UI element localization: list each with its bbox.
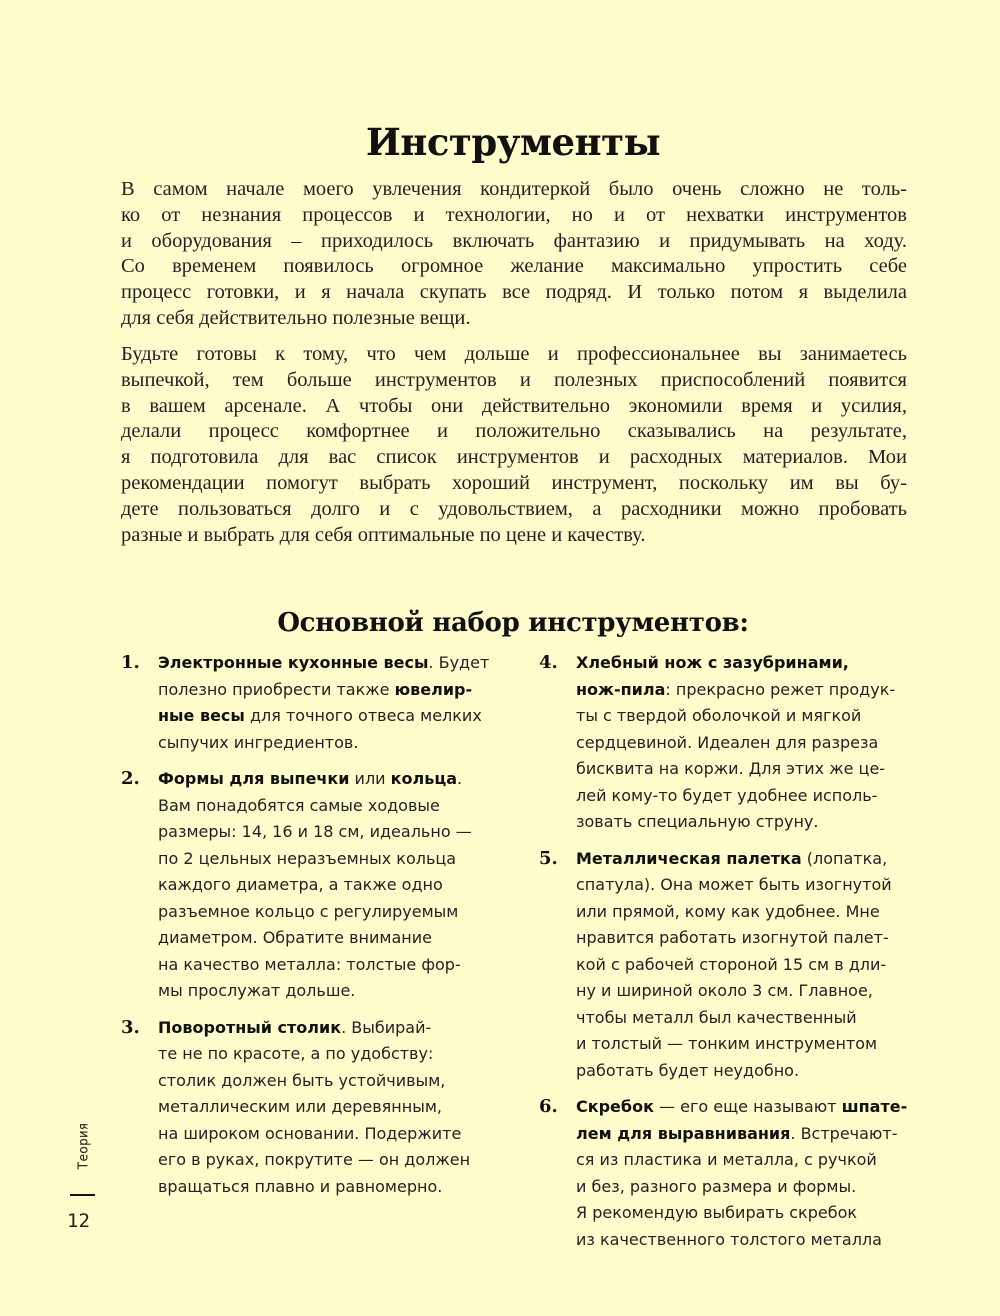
list-item-line [576,1031,909,1058]
list-item-line [576,925,909,952]
list-item-term: Формы для выпечки [158,769,350,788]
intro-paragraph-1 [121,177,907,332]
intro-line: дете пользоваться долго и с удовольствием, а расходники можно пробовать [121,497,907,520]
list-item-line [576,1227,909,1254]
list-item-text: на качество металла: толстые фор- [158,954,461,974]
list-item-text: или прямой, кому как удобнее. Мне [576,901,880,921]
list-column-right [539,650,909,1263]
list-item-line [576,1174,909,1201]
intro-paragraph-2 [121,342,907,548]
list-item-text: Вам понадобятся самые ходовые [158,795,440,815]
list-item-line [576,730,909,757]
list-item-text: зовать специальную струну. [576,812,819,831]
list-item-text: те не по красоте, а по удобству: [158,1044,434,1063]
list-item-text: каждого диаметра, а также одно [158,875,443,894]
list-item-text: мы прослужат дольше. [158,981,356,1000]
list-item-text: вращаться плавно и равномерно. [158,1176,443,1196]
list-item-text: спатула). Она может быть изогнутой [576,875,892,894]
list-item-line [158,925,491,952]
list-item-line [158,677,491,704]
intro-line: в вашем арсенале. А чтобы они действительно экономили время и усилия, [121,394,907,417]
list-item-text: размеры: 14, 16 и 18 см, идеально — [158,822,472,841]
list-item-text: : прекрасно режет продук- [665,679,896,699]
page-title: Инструменты [365,120,661,164]
list-item [539,1094,909,1253]
list-item-term: Скребок [576,1097,654,1116]
list-item-line [576,650,909,677]
list-item-line [576,1005,909,1032]
list-item-term: лем для выравнивания [576,1123,791,1143]
intro-line: делали процесс комфортнее и положительно сказывались на результате, [121,420,907,443]
list-item-term: Поворотный столик [158,1017,342,1037]
section-side-label [62,1115,106,1177]
list-item-text: и толстый — тонким инструментом [576,1034,878,1053]
list-item-text: лей кому-то будет удобнее исполь- [576,785,878,805]
list-item-line [576,677,909,704]
list-item-text: ся из пластика и металла, с ручкой [576,1150,877,1169]
list-item-line [158,1121,491,1148]
page-number: 12 [67,1210,90,1232]
side-divider [70,1194,95,1196]
list-item [121,1015,491,1201]
list-item-line [576,872,909,899]
list-item-line [158,1094,491,1121]
list-item-line [158,703,491,730]
list-item-text: на широком основании. Подержите [158,1123,462,1143]
list-item-line [576,809,909,836]
list-item-line [576,978,909,1005]
list-item-text: разъемное кольцо с регулируемым [158,901,459,921]
list-item-text: для точного отвеса мелких [244,706,482,725]
list-item-line [158,766,491,793]
list-item-text: ну и шириной около 3 см. Главное, [576,981,873,1000]
section-title: Основной набор инструментов: [277,608,749,638]
list-item-text: . Встречают- [790,1123,898,1143]
list-item-line [576,846,909,873]
intro-line: Будьте готовы к тому, что чем дольше и профессиональнее вы занимаетесь [121,343,907,365]
intro-line: Со временем появилось огромное желание максимально упростить себе [121,255,907,278]
list-column-left [121,650,491,1210]
list-item-line [158,846,491,873]
list-item-line [158,650,491,677]
list-item-text: сердцевиной. Идеален для разреза [576,732,879,752]
list-item-text: бисквита на коржи. Для этих же це- [576,759,886,778]
list-item-term: ные весы [158,706,245,725]
intro-line: и оборудования – приходилось включать фантазию и придумывать на ходу. [121,229,907,252]
list-item-line [576,1058,909,1085]
list-item [539,650,909,836]
list-item-line [158,1015,491,1042]
list-item-text: ты с твердой оболочкой и мягкой [576,706,862,725]
list-item-line [576,1200,909,1227]
list-item-text: сыпучих ингредиентов. [158,732,359,752]
list-item-text: или [349,769,391,788]
list-item-text: . [457,769,463,788]
list-item-line [158,1174,491,1201]
list-item [539,846,909,1085]
list-item-term: Электронные кухонные весы [158,653,429,672]
list-item-text: из качественного толстого металла [576,1229,882,1249]
list-item-line [158,952,491,979]
list-item-text: (лопатка, [801,848,888,868]
list-item-line [576,1121,909,1148]
list-item-line [576,703,909,730]
list-item-number: 2. [121,768,140,789]
list-item-text: чтобы металл был качественный [576,1007,857,1027]
list-item-line [158,899,491,926]
list-item-text: столик должен быть устойчивым, [158,1070,446,1090]
list-item-line [158,1041,491,1068]
list-item-text: по 2 цельных неразъемных кольца [158,848,457,868]
intro-line: выпечкой, тем больше инструментов и полезных приспособлений появится [121,368,907,391]
list-item-text: — его еще называют [653,1097,842,1116]
list-item-text: . Будет [428,653,490,672]
intro-line: процесс готовки, и я начала скупать все подряд. И только потом я выделила [121,281,907,304]
list-item-term: Металлическая палетка [576,848,802,868]
list-item-text: его в руках, покрутите — он должен [158,1150,471,1169]
list-item-text: нравится работать изогнутой палет- [576,928,889,947]
list-item [121,650,491,756]
list-item-line [158,1068,491,1095]
list-item-text: кой с рабочей стороной 15 см в дли- [576,954,887,974]
list-item-line [158,793,491,820]
list-item-line [158,819,491,846]
list-item-line [576,899,909,926]
intro-line: для себя действительно полезные вещи. [121,306,471,329]
list-item-line [576,756,909,783]
list-item-text: Я рекомендую выбирать скребок [576,1203,858,1222]
intro-line: ко от незнания процессов и технологии, но и от нехватки инструментов [121,203,907,226]
list-item-line [158,730,491,757]
list-item-line [158,872,491,899]
list-item-text: работать будет неудобно. [576,1060,800,1080]
list-item-text: и без, разного размера и формы. [576,1176,857,1196]
list-item-line [158,1147,491,1174]
intro-line: В самом начале моего увлечения кондитеркой было очень сложно не толь- [121,178,907,200]
list-item-text: . Выбирай- [341,1017,432,1037]
list-item-term: нож-пила [576,679,666,699]
list-item-number: 1. [121,652,140,673]
intro-line: я подготовила для вас список инструментов и расходных материалов. Мои [121,446,907,469]
list-item-line [158,978,491,1005]
list-item-term: шпате- [841,1097,908,1116]
intro-line: разные и выбрать для себя оптимальные по цене и качеству. [121,523,646,546]
list-item-text: полезно приобрести также [158,679,395,699]
list-item-line [576,1094,909,1121]
list-item-text: металлическим или деревянным, [158,1097,442,1116]
list-item-term: ювелир- [394,679,473,699]
list-item-line [576,952,909,979]
intro-line: рекомендации помогут выбрать хороший инструмент, поскольку им вы бу- [121,471,907,494]
list-item-term: кольца [390,769,458,788]
list-item [121,766,491,1005]
section-side-label-text: Теория [76,1122,92,1170]
list-item-number: 6. [539,1096,558,1117]
list-item-term: Хлебный нож с зазубринами, [576,653,849,672]
list-item-number: 3. [121,1016,140,1038]
list-item-number: 5. [539,847,558,869]
list-item-number: 4. [539,652,558,673]
list-item-line [576,783,909,810]
list-item-text: диаметром. Обратите внимание [158,928,432,947]
list-item-line [576,1147,909,1174]
